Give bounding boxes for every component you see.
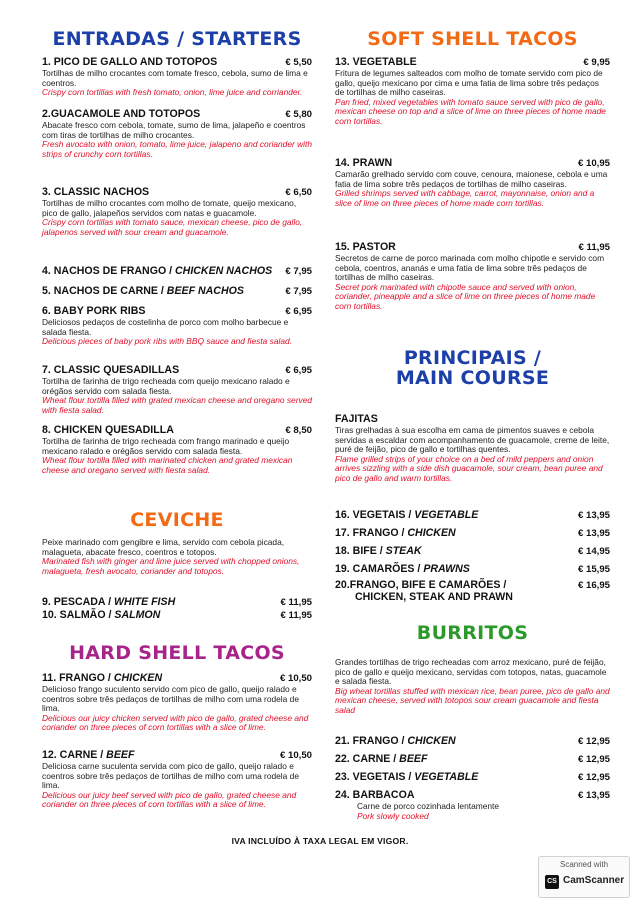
menu-item-6 — [42, 305, 312, 347]
item-title: 24. BARBACOA — [335, 789, 415, 801]
item-price: € 5,50 — [285, 57, 312, 68]
heading-ceviche: CEVICHE — [130, 509, 224, 531]
menu-item-19 — [335, 563, 610, 575]
item-title-en: SALMON — [114, 609, 161, 621]
item-title-en: BEEF NACHOS — [166, 285, 244, 297]
item-title-pt: 23. VEGETAIS / — [335, 771, 415, 783]
item-title: 15. PASTOR — [335, 241, 396, 253]
item-price: € 10,95 — [577, 158, 610, 169]
item-title: 7. CLASSIC QUESADILLAS — [42, 364, 180, 376]
menu-item-24 — [335, 789, 610, 821]
item-title-en: WHITE FISH — [114, 596, 176, 608]
burritos-desc-pt: Grandes tortilhas de trigo recheadas com arroz mexicano, puré de feijão, pico de gallo e queijo mexicano, servidas com totopos, natas, guacamole e salada fiesta. — [335, 657, 607, 687]
menu-item-22 — [335, 753, 610, 765]
item-desc-en: Delicious our juicy beef served with pico de gallo, grated cheese and coriander on three pieces of corn tortillas with a slice of lime. — [42, 789, 297, 810]
item-desc-en: Pan fried, mixed vegetables with tomato sauce served with pico de gallo, mexican cheese on top and a slice of lime on three pieces of home made corn tortillas. — [335, 96, 606, 126]
item-title-pt: 20.FRANGO, BIFE E CAMARÕES / — [335, 579, 507, 591]
heading-main-line2: MAIN COURSE — [395, 366, 550, 389]
menu-item-16 — [335, 509, 610, 521]
ceviche-desc-en: Marinated fish with ginger and lime juice served with chopped onions, malagueta, fresh avocato, coriander and totopos. — [42, 556, 300, 576]
item-price: € 10,50 — [279, 750, 312, 761]
item-price: € 12,95 — [577, 772, 610, 783]
scanner-watermark — [538, 856, 630, 898]
item-title-en: VEGETABLE — [414, 771, 479, 783]
item-title-pt: 11. FRANGO / — [42, 672, 114, 684]
item-title-pt: 21. FRANGO / — [335, 735, 408, 747]
item-title-pt: 16. VEGETAIS / — [335, 509, 415, 521]
menu-item-1 — [42, 56, 312, 98]
item-title-en: CHICKEN NACHOS — [175, 265, 273, 277]
item-desc-pt: Camarão grelhado servido com couve, cenoura, maionese, cebola e uma fatia de lima sobre três pedaços de tortilhas de milho caseiras. — [335, 169, 608, 189]
item-desc-pt: Tortilhas de milho crocantes com molho de tomate, queijo mexicano, pico de gallo, jalapeños servidos com natas e guacamole. — [42, 198, 297, 218]
heading-soft-shell-tacos: SOFT SHELL TACOS — [367, 28, 578, 50]
watermark-line1: Scanned with — [559, 860, 609, 869]
burritos-desc-en: Big wheat tortillas stuffed with mexican rice, bean puree, pico de gallo and mexican cheese, served with totopos sour cream guacamole and fiesta salad — [335, 685, 610, 715]
camscanner-logo-icon: CS — [545, 875, 559, 889]
menu-item-18 — [335, 545, 610, 557]
menu-item-5 — [42, 285, 312, 297]
heading-hard-shell-tacos: HARD SHELL TACOS — [69, 642, 285, 664]
item-title-pt: 19. CAMARÕES / — [335, 563, 424, 575]
item-title-pt: 4. NACHOS DE FRANGO / — [42, 265, 176, 277]
item-title-en: PRAWNS — [423, 563, 470, 575]
item-title-pt: 22. CARNE / — [335, 753, 400, 765]
item-title: 6. BABY PORK RIBS — [42, 305, 146, 317]
item-title: 14. PRAWN — [335, 157, 393, 169]
item-title-en: CHICKEN — [113, 672, 163, 684]
item-desc-pt: Carne de porco cozinhada lentamente — [357, 801, 500, 811]
item-title-pt: 5. NACHOS DE CARNE / — [42, 285, 167, 297]
item-title-en: STEAK — [385, 545, 422, 557]
item-title-pt: 18. BIFE / — [335, 545, 386, 557]
item-price: € 13,95 — [577, 510, 610, 521]
fajitas-desc-pt: Tiras grelhadas à sua escolha em cama de pimentos suaves e cebola servidas a escaldar com acompanhamento de guacamole, creme de leite, puré de feijão, pico de gallo e tortilhas quentes. — [335, 425, 610, 455]
item-desc-en: Delicious pieces of baby pork ribs with BBQ sauce and fiesta salad. — [42, 336, 292, 347]
item-title-pt: 17. FRANGO / — [335, 527, 408, 539]
menu-item-17 — [335, 527, 610, 539]
item-desc-pt: Secretos de carne de porco marinada com molho chipotle e servido com cebola, coentros, ananás e uma fatia de lima sobre três pedaços de tortilhas de milho caseiras. — [335, 253, 605, 283]
item-title-en: BEEF — [106, 749, 135, 761]
fajitas-desc-en: Flame grilled strips of your choice on a bed of mild peppers and onion arrives sizzling with a side dish guacamole, sour cream, bean puree and pico de gallo and warm tortillas. — [335, 453, 603, 483]
item-desc-en: Crispy corn tortillas with tomato sauce, mexican cheese, pico de gallo, jalapenos served with sour cream and guacamole. — [42, 217, 303, 237]
item-price: € 16,95 — [577, 580, 610, 591]
item-price: € 13,95 — [577, 528, 610, 539]
item-desc-pt: Fritura de legumes salteados com molho de tomate servido com pico de gallo, queijo mexicano por cima e uma fatia de lima sobre três pedaços de tortilhas de milho caseiras. — [335, 68, 603, 98]
item-price: € 8,50 — [285, 425, 312, 436]
menu-item-13 — [335, 56, 610, 127]
item-price: € 10,50 — [279, 673, 312, 684]
item-desc-pt: Deliciosos pedaços de costelinha de porco com molho barbecue e salada fiesta. — [42, 317, 289, 337]
heading-main-line1: PRINCIPAIS / — [403, 347, 542, 369]
item-price: € 6,95 — [285, 306, 312, 317]
item-title-en: CHICKEN — [407, 735, 456, 747]
item-price: € 15,95 — [577, 564, 610, 575]
item-price: € 9,95 — [583, 57, 610, 68]
menu-item-23 — [335, 771, 610, 783]
item-price: € 11,95 — [280, 610, 312, 621]
item-title-pt: 9. PESCADA / — [42, 596, 115, 608]
item-title-pt: 12. CARNE / — [42, 749, 107, 761]
item-desc-pt: Tortilha de farinha de trigo recheada com frango marinado e queijo mexicano ralado e orégãos servido com salada fiesta. — [42, 436, 290, 456]
menu-item-2 — [42, 108, 312, 159]
item-title: 1. PICO DE GALLO AND TOTOPOS — [42, 56, 218, 68]
item-desc-en: Delicious our juicy chicken served with pico de gallo, grated cheese and coriander on three pieces of corn tortillas with a slice of lime. — [42, 712, 309, 733]
heading-burritos: BURRITOS — [416, 622, 529, 644]
item-price: € 5,80 — [285, 109, 312, 120]
item-price: € 12,95 — [577, 754, 610, 765]
menu-item-4 — [42, 265, 312, 277]
menu-item-21 — [335, 735, 610, 747]
item-title: 2.GUACAMOLE AND TOTOPOS — [42, 108, 201, 120]
item-title-en: VEGETABLE — [414, 509, 479, 521]
item-price: € 12,95 — [577, 736, 610, 747]
item-title: 3. CLASSIC NACHOS — [42, 186, 150, 198]
item-title: 13. VEGETABLE — [335, 56, 417, 68]
menu-item-14 — [335, 157, 610, 208]
menu-item-15 — [335, 241, 610, 312]
item-title-en: BEEF — [399, 753, 428, 765]
menu-item-3 — [42, 186, 312, 237]
heading-starters: ENTRADAS / STARTERS — [52, 28, 302, 50]
fajitas-block — [335, 413, 610, 484]
item-desc-pt: Tortilha de farinha de trigo recheada com queijo mexicano ralado e orégãos servido com salada fiesta. — [42, 376, 290, 396]
menu-item-8 — [42, 424, 312, 475]
menu-item-10 — [42, 609, 312, 621]
item-title-en: CHICKEN — [407, 527, 456, 539]
heading-main-course — [335, 349, 610, 389]
item-desc-en: Pork slowly cooked — [357, 810, 429, 821]
menu-item-11 — [42, 672, 312, 733]
watermark-line2: CamScanner — [563, 875, 625, 886]
item-desc-pt: Delicioso frango suculento servido com pico de gallo, queijo ralado e coentros sobre três pedaços de tortilhas de milho com uma rodela de lima. — [42, 684, 299, 714]
item-price: € 11,95 — [280, 597, 312, 608]
menu-item-20 — [335, 579, 610, 603]
ceviche-desc-pt: Peixe marinado com gengibre e lima, servido com cebola picada, malagueta, abacate fresco, coentros e totopos. — [42, 537, 285, 557]
item-desc-en: Crispy corn tortillas with fresh tomato, onion, lime juice and corriander. — [42, 87, 303, 98]
item-desc-pt: Deliciosa carne suculenta servida com pico de gallo, queijo ralado e coentros sobre três pedaços de tortilhas de milho com uma rodela de lima. — [42, 761, 299, 791]
item-price: € 6,95 — [285, 365, 312, 376]
item-price: € 11,95 — [578, 242, 610, 253]
item-price: € 7,95 — [285, 266, 312, 277]
item-desc-en: Wheat flour tortilla filled with grated mexican cheese and oregano served with fiesta salad. — [42, 395, 313, 415]
fajitas-title: FAJITAS — [335, 413, 378, 425]
item-desc-en: Secret pork marinated with chipotle sauce and served with onion, coriander, pineapple and a slice of lime on three pieces of home made corn tortillas. — [335, 281, 596, 311]
item-title: 8. CHICKEN QUESADILLA — [42, 424, 174, 436]
item-price: € 14,95 — [577, 546, 610, 557]
item-price: € 6,50 — [285, 187, 312, 198]
item-desc-pt: Abacate fresco com cebola, tomate, sumo de lima, jalapeño e coentros com tiras de tortilhas de milho crocantes. — [42, 120, 306, 140]
item-title-pt: 10. SALMÃO / — [42, 609, 115, 621]
tax-footer-note: IVA INCLUÍDO À TAXA LEGAL EM VIGOR. — [231, 836, 409, 846]
item-desc-en: Fresh avocato with onion, tomato, lime juice, jalapeno and coriander with strips of crunchy corn tortillas. — [42, 139, 313, 159]
item-title-en: CHICKEN, STEAK AND PRAWN — [355, 591, 513, 603]
item-desc-en: Wheat flour tortilla filled with marinated chicken and grated mexican cheese and oregano served with fiesta salad. — [42, 455, 293, 475]
menu-item-7 — [42, 364, 312, 415]
item-price: € 13,95 — [577, 790, 610, 801]
item-desc-pt: Tortilhas de milho crocantes com tomate fresco, cebola, sumo de lima e coentros. — [42, 68, 308, 88]
menu-item-12 — [42, 749, 312, 810]
item-price: € 7,95 — [285, 286, 312, 297]
ceviche-description — [42, 537, 312, 576]
burritos-description — [335, 657, 610, 716]
item-desc-en: Grilled shrimps served with cabbage, carrot, mayonnaise, onion and a slice of lime on three pieces of home made corn tortillas. — [335, 188, 595, 208]
menu-item-9 — [42, 596, 312, 608]
